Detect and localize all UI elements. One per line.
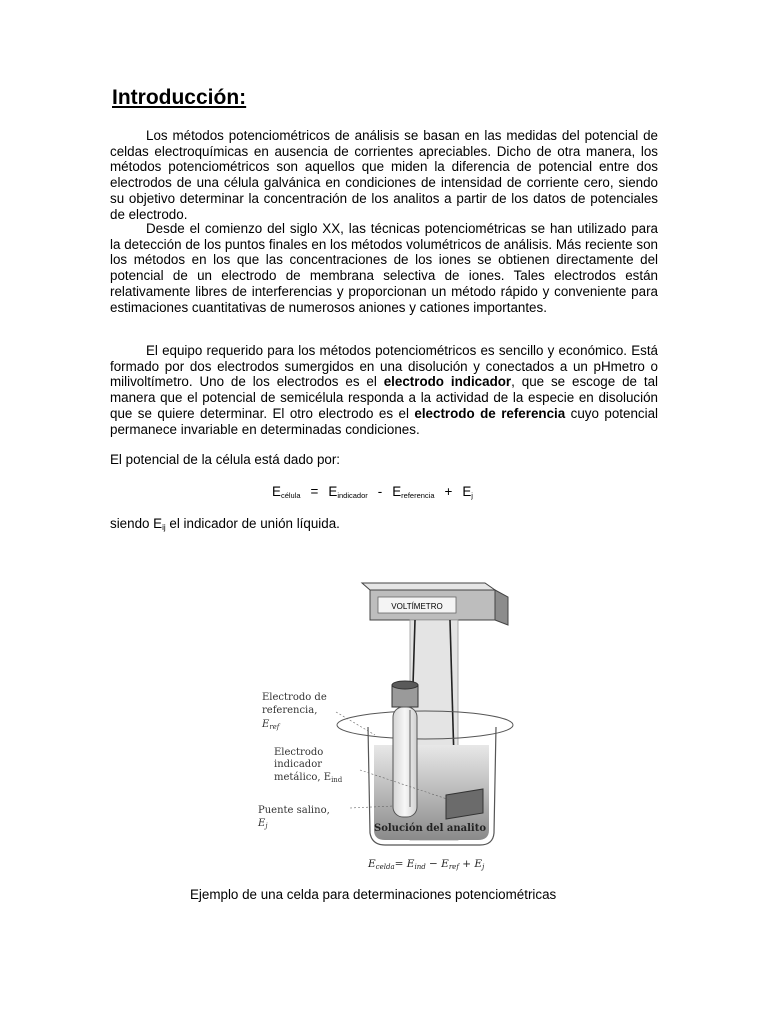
label-reference-2: referencia,	[262, 705, 318, 716]
label-indicator-2: indicador	[274, 759, 323, 770]
paragraph-equipment-text-2: , que se escoge de tal manera que el potencial de semicélula responda a la actividad de la especie en disolución que se quiere determinar. El otro electrodo es el	[110, 374, 658, 421]
label-reference-1: Electrodo de	[262, 692, 327, 703]
page-title: Introducción:	[112, 86, 247, 109]
label-reference-symbol: $E_{ref}$	[262, 719, 280, 731]
paragraph-history	[110, 221, 658, 315]
term-indicator-electrode: electrodo indicador	[383, 374, 512, 390]
term-reference-electrode: electrodo de referencia	[414, 405, 566, 421]
voltmeter-box	[362, 583, 508, 625]
cell-potential-formula: $E_{célula} = E_{indicador} - E_{referencia} + E_j$	[272, 484, 473, 500]
paragraph-junction: siendo $E_{ij}$ el indicador de unión líquida.	[110, 516, 340, 532]
paragraph-intro	[110, 128, 658, 222]
label-indicator-1: Electrodo	[274, 747, 324, 758]
cell-diagram	[250, 575, 540, 875]
paragraph-potential-intro: El potencial de la célula está dado por:	[110, 452, 341, 467]
label-salt-bridge: Puente salino,	[258, 805, 330, 816]
label-solution: Solución del analito	[373, 823, 487, 834]
paragraph-history-text: Desde el comienzo del siglo XX, las técnicas potenciométricas se han utilizado para la detección de los puntos finales en los métodos volumétricos de análisis. Más reciente son los métodos en los que las concentraciones de los iones se obtienen directamente del potencial de un electrodo de membrana selectiva de iones. Tales electrodos están relativamente libres de interferencias y proporcionan un método rápido y conveniente para estimaciones cuantitativas de numerosos aniones y cationes importantes.	[110, 221, 658, 315]
formula-sub-referencia: referencia	[401, 491, 435, 500]
figure-caption: Ejemplo de una celda para determinaciones potenciométricas	[190, 887, 557, 902]
paragraph-equipment	[110, 343, 658, 437]
paragraph-equipment-text-1: El equipo requerido para los métodos potenciométricos es sencillo y económico. Está formado por dos electrodos sumergidos en una disolución y conectados a un pHmetro o milivoltímetro. Uno de los electrodos es el	[110, 343, 658, 390]
figure-equation: Ecelda= Eind − Eref + Ej	[368, 858, 485, 871]
formula-sub-celula: célula	[280, 491, 301, 500]
paragraph-equipment-text-3: cuyo potencial permanece invariable en determinadas condiciones.	[110, 405, 659, 437]
formula-sub-indicador: indicador	[337, 491, 368, 500]
reference-electrode	[392, 681, 418, 817]
label-salt-bridge-symbol: $E_j$	[258, 818, 268, 830]
potentiometric-cell-figure	[250, 575, 540, 875]
formula-sub-j: j	[471, 491, 473, 500]
label-indicator-3: metálico, $E_{ind}$	[274, 772, 343, 784]
paragraph-intro-text: Los métodos potenciométricos de análisis se basan en las medidas del potencial de celdas electroquímicas en ausencia de corrientes apreciables. Dicho de otra manera, los métodos potenciométricos son aquellos que miden la diferencia de potencial entre dos electrodos de una célula galvánica en condiciones de intensidad de corriente cero, siendo su objetivo determinar la concentración de los analitos a partir de los datos de potenciales de electrodo.	[110, 128, 658, 222]
voltmeter-label: VOLTÍMETRO	[391, 602, 443, 611]
